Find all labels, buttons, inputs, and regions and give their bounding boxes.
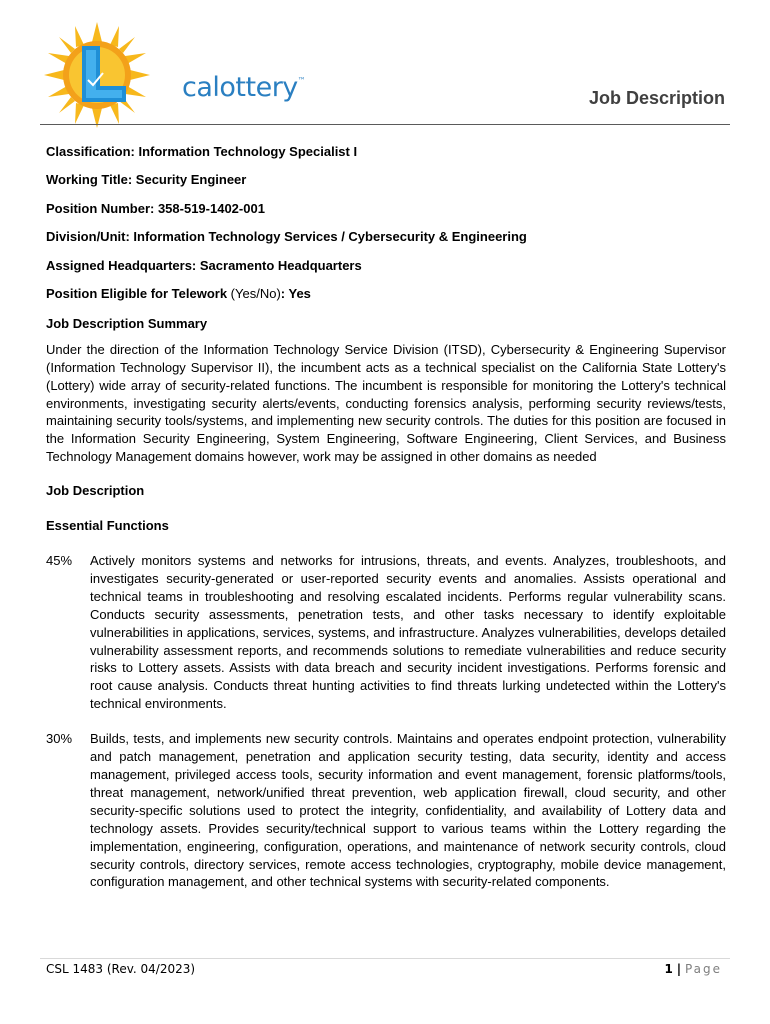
logo-text: calottery xyxy=(182,72,298,103)
telework-value: : Yes xyxy=(280,286,311,302)
page-separator: | xyxy=(676,962,682,976)
header-divider xyxy=(40,124,730,125)
telework-field xyxy=(46,285,726,303)
page-indicator xyxy=(665,962,722,976)
function-percent: 30% xyxy=(46,731,73,747)
function-text: Builds, tests, and implements new security controls. Maintains and operates endpoint protection, vulnerability and patch management, penetration and application security testing, data security, identity and access management, privileged access tools, security information and event management, forensic platforms/tools, threat management, network/unified threat prevention, web application firewall, cloud security, and other security-specific solutions used to protect the integrity, confidentiality, and availability of Lottery data and technology assets. Provides security/technical support to various teams within the Lottery regarding the implementation, engineering, configuration, operations, and maintenance of network security controls, cloud security controls, directory services, remote access technologies, cryptography, mobile device management, configuration management, and other technical systems with security-related components. xyxy=(90,731,726,890)
summary-heading: Job Description Summary xyxy=(46,315,208,331)
headquarters-field: Assigned Headquarters: Sacramento Headquarters xyxy=(46,257,362,273)
telework-label: Position Eligible for Telework xyxy=(46,286,228,302)
trademark-mark: ™ xyxy=(297,76,306,85)
page-word: Page xyxy=(684,962,722,976)
essential-functions-heading: Essential Functions xyxy=(46,518,169,534)
function-text: Actively monitors systems and networks for intrusions, threats, and events. Analyzes, troubleshoots, and investigates security-generated or user-reported security events and anomalies. Assists operational and technical teams in troubleshooting and resolving escalated incidents. Performs regular vulnerability scans. Conducts security assessments, penetration tests, and other tasks necessary to identify exploitable vulnerabilities in applications, services, systems, and infrastructure. Analyzes vulnerabilities, develops detailed vulnerability assessment reports, and recommends solutions to remediate vulnerabilities and reduce security risks to Lottery assets. Assists with data breach and security incident investigations. Performs forensic and root cause analysis. Conducts threat hunting activities to find threats lurking undetected within the Lottery's technical environments. xyxy=(90,553,726,712)
function-item xyxy=(46,730,726,891)
page-number: 1 xyxy=(664,962,673,976)
working-title-field: Working Title: Security Engineer xyxy=(46,172,247,188)
footer-divider xyxy=(40,958,730,959)
document-body xyxy=(46,143,726,908)
position-number-field: Position Number: 358-519-1402-001 xyxy=(46,200,265,216)
sun-logo-icon xyxy=(42,20,152,130)
logo-wordmark xyxy=(182,72,305,103)
telework-yes-no: (Yes/No) xyxy=(227,286,281,302)
calottery-logo xyxy=(42,20,306,130)
classification-field: Classification: Information Technology Specialist I xyxy=(46,144,358,159)
function-item xyxy=(46,552,726,713)
job-description-heading: Job Description xyxy=(46,483,145,499)
document-title: Job Description xyxy=(588,88,725,108)
division-unit-field: Division/Unit: Information Technology Services / Cybersecurity & Engineering xyxy=(46,229,527,245)
form-number: CSL 1483 (Rev. 04/2023) xyxy=(46,962,196,976)
function-percent: 45% xyxy=(46,553,73,568)
summary-text: Under the direction of the Information Technology Service Division (ITSD), Cybersecurity & Engineering Supervisor (Information Technology Supervisor II), the incumbent acts as a technical specialist on the California State Lottery's (Lottery) wide array of security-related functions. The incumbent is responsible for monitoring the Lottery's technical environments, investigating security alerts/events, conducting forensics analysis, performing security reviews/tests, maintaining security tools/systems, and implementing new security controls. The duties for this position are focused in the Information Security Engineering, System Engineering, Software Engineering, Client Services, and Business Technology Management domains however, work may be assigned in other domains as needed xyxy=(46,341,726,465)
